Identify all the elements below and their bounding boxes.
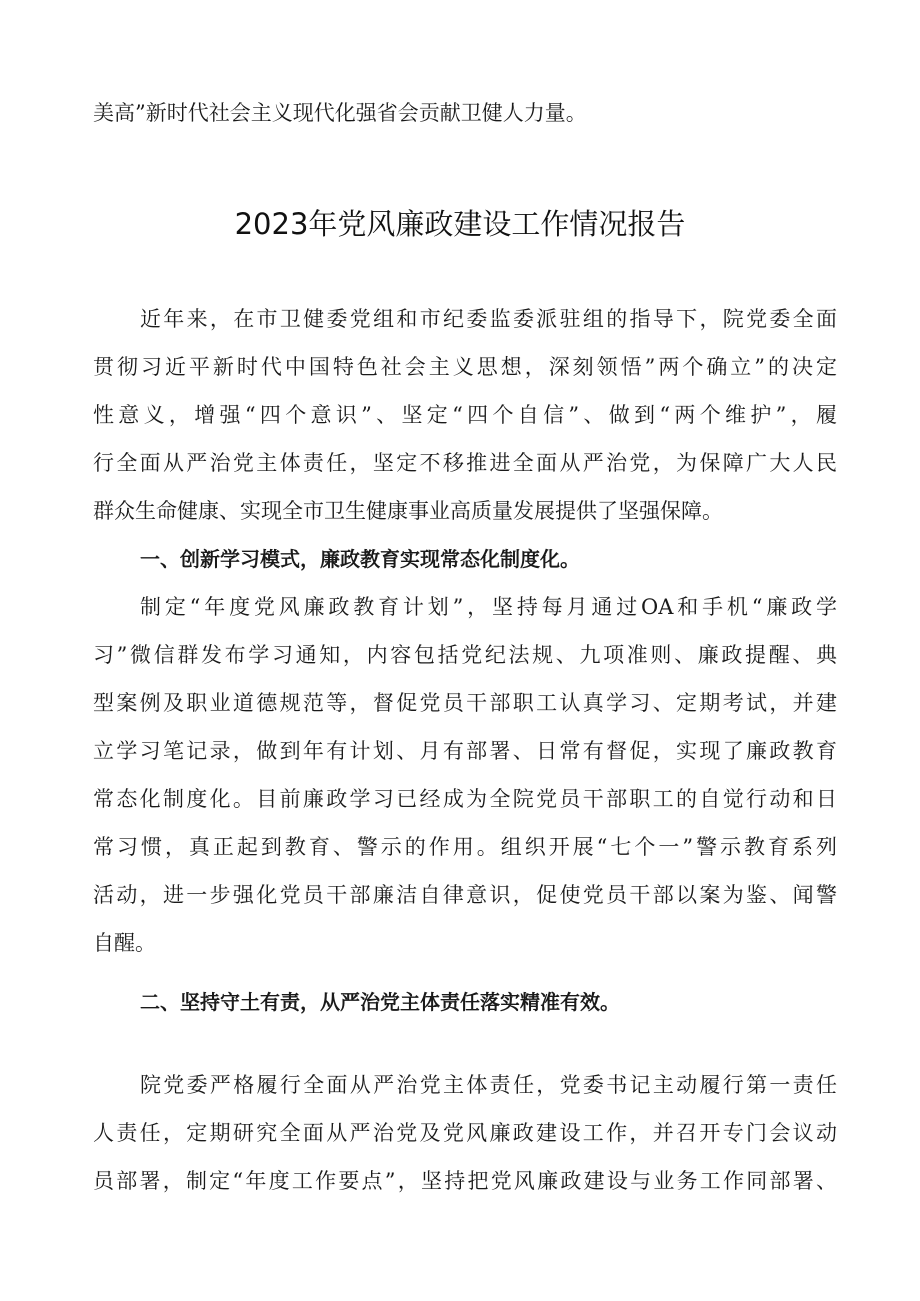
text-line: 常习惯，真正起到教育、警示的作用。组织开展“七个一”警示教育系列	[93, 835, 837, 859]
text-line: 活动，进一步强化党员干部廉洁自律意识，促使党员干部以案为鉴、闻警	[93, 883, 837, 907]
text-line: 制定“年度党风廉政教育计划”，坚持每月通过OA和手机“廉政学	[140, 595, 837, 619]
section-heading-1: 一、创新学习模式，廉政教育实现常态化制度化。	[140, 547, 580, 571]
text-line: 自醒。	[93, 931, 156, 955]
carry-over-line: 美高”新时代社会主义现代化强省会贡献卫健人力量。	[93, 101, 587, 125]
text-line: 行全面从严治党主体责任，坚定不移推进全面从严治党，为保障广大人民	[93, 451, 837, 475]
text-line: 习”微信群发布学习通知，内容包括党纪法规、九项准则、廉政提醒、典	[93, 643, 837, 667]
text-line: 常态化制度化。目前廉政学习已经成为全院党员干部职工的自觉行动和日	[93, 787, 837, 811]
text-line: 立学习笔记录，做到年有计划、月有部署、日常有督促，实现了廉政教育	[93, 739, 837, 763]
text-line: 院党委严格履行全面从严治党主体责任，党委书记主动履行第一责任	[140, 1073, 837, 1097]
text-line: 人责任，定期研究全面从严治党及党风廉政建设工作，并召开专门会议动	[93, 1121, 837, 1145]
text-line: 近年来，在市卫健委党组和市纪委监委派驻组的指导下，院党委全面	[140, 307, 837, 331]
text-line: 贯彻习近平新时代中国特色社会主义思想，深刻领悟”两个确立”的决定	[93, 355, 837, 379]
section-heading-2: 二、坚持守土有责，从严治党主体责任落实精准有效。	[140, 990, 620, 1014]
text-line: 员部署，制定“年度工作要点”，坚持把党风廉政建设与业务工作同部署、	[93, 1169, 837, 1193]
text-line: 型案例及职业道德规范等，督促党员干部职工认真学习、定期考试，并建	[93, 691, 837, 715]
report-title: 2023年党风廉政建设工作情况报告	[234, 207, 686, 241]
text-line: 性意义，增强“四个意识”、坚定“四个自信”、做到“两个维护”，履	[93, 403, 837, 427]
text-line: 群众生命健康、实现全市卫生健康事业高质量发展提供了坚强保障。	[93, 499, 723, 523]
